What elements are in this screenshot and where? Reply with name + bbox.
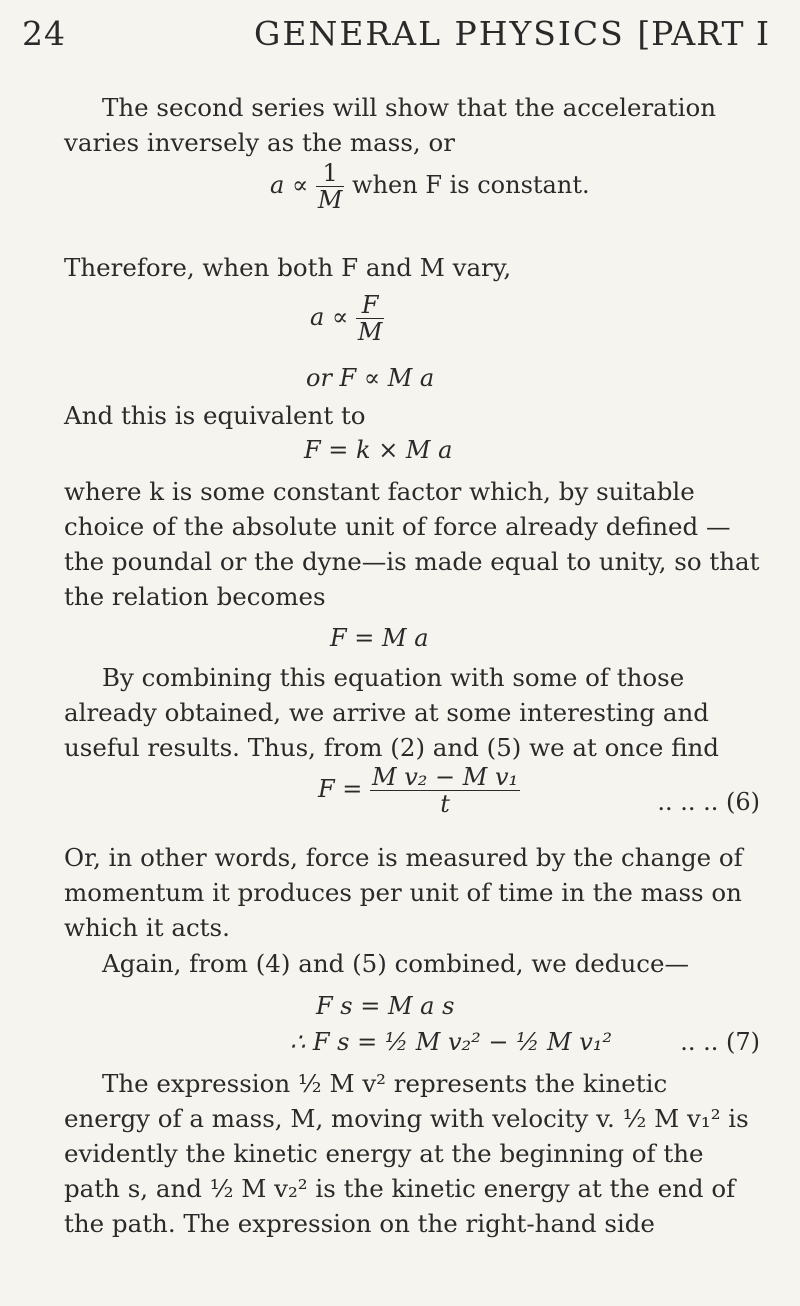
paragraph-6: Or, in other words, force is measured by the change of momentum it produces per unit of time in the mass on which it acts. <box>64 843 743 942</box>
paragraph-7: Again, from (4) and (5) combined, we deduce— <box>102 949 689 978</box>
running-title: GENERAL PHYSICS <box>254 14 625 53</box>
equation-6-label: .. .. .. (6) <box>657 788 760 816</box>
equation-5: F = M a <box>330 624 429 652</box>
running-header <box>22 14 770 62</box>
equation-8-label: .. .. (7) <box>680 1028 760 1056</box>
paragraph-2: Therefore, when both F and M vary, <box>64 253 512 282</box>
equation-7: F s = M a s <box>316 992 455 1020</box>
equation-3: or F ∝ M a <box>306 364 435 392</box>
part-label: [PART I <box>637 14 770 53</box>
paragraph-1: The second series will show that the acceleration varies inversely as the mass, or <box>64 93 716 157</box>
equation-1: a ∝ $\frac{1}{M}$ when F is constant. <box>270 159 590 214</box>
paragraph-3: And this is equivalent to <box>64 401 366 430</box>
paragraph-8: The expression ½ M v² represents the kinetic energy of a mass, M, moving with velocity v. ½ M v₁² is evidently the kinetic energy at the beginning of the path s, and ½ M v₂² is the kinetic energy at the end of the path. The expression on the right-hand side <box>64 1069 749 1238</box>
equation-8: ∴ F s = ½ M v₂² − ½ M v₁² <box>290 1028 613 1056</box>
fraction: $\frac{1}{M}$ <box>317 159 343 214</box>
paragraph-4: where k is some constant factor which, by suitable choice of the absolute unit of force already defined —the poundal or the dyne—is made equal to unity, so that the relation becomes <box>64 477 760 611</box>
equation-6: F = $\frac{\text{M v₂ − M v₁}}{t}$ <box>318 763 519 818</box>
fraction: $\frac{\text{M v₂ − M v₁}}{t}$ <box>372 763 519 818</box>
equation-2: a ∝ $\frac{F}{M}$ <box>310 291 383 346</box>
paragraph-5: By combining this equation with some of those already obtained, we arrive at some interesting and useful results. Thus, from (2) and (5) we at once find <box>64 663 719 762</box>
equation-4: F = k × M a <box>304 436 453 464</box>
fraction: $\frac{F}{M}$ <box>357 291 383 346</box>
page-number: 24 <box>22 14 66 53</box>
